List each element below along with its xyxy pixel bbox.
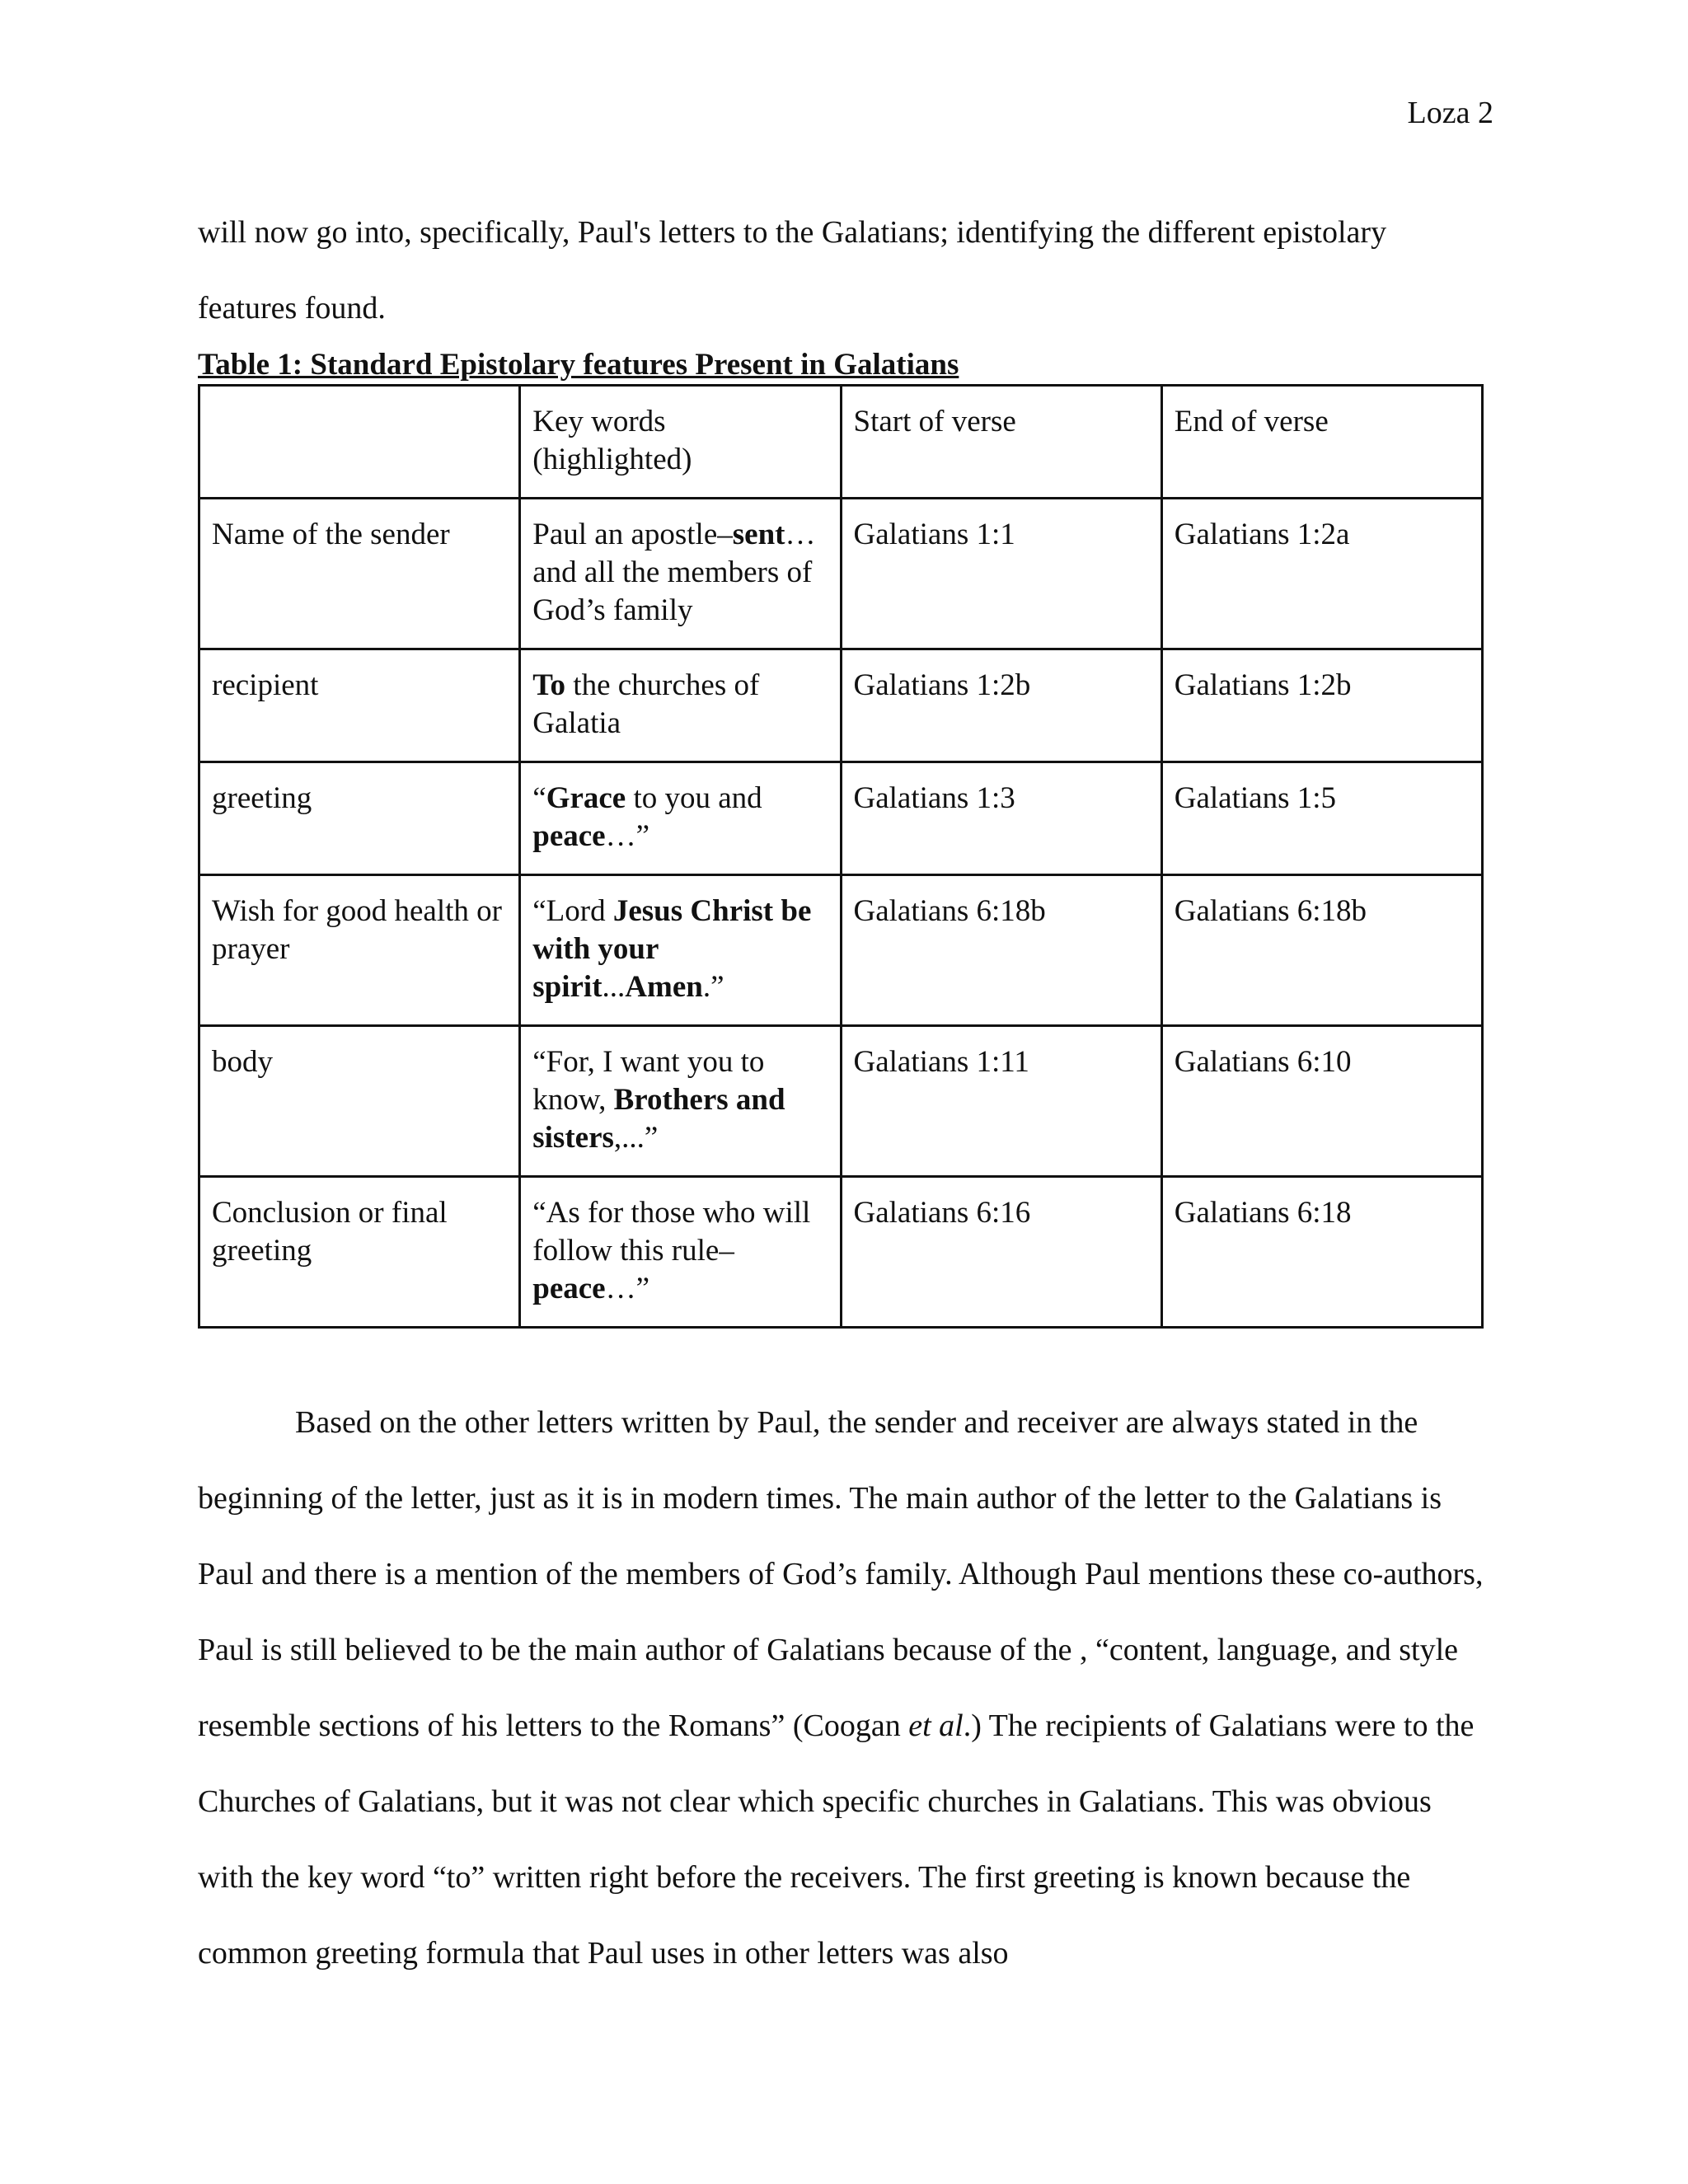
table-row: [199, 499, 1483, 649]
page-header: Loza 2: [1407, 96, 1493, 130]
feature-cell: Conclusion or final greeting: [199, 1177, 520, 1328]
intro-line-1: will now go into, specifically, Paul's letters to the Galatians; identifying the different epistolary: [198, 215, 1387, 250]
header-cell-feature: [199, 386, 520, 499]
start-verse-cell: Galatians 6:16: [841, 1177, 1161, 1328]
end-verse-cell: Galatians 6:18b: [1161, 875, 1482, 1026]
table-row: [199, 875, 1483, 1026]
feature-cell: Name of the sender: [199, 499, 520, 649]
header-cell-start: Start of verse: [841, 386, 1161, 499]
feature-cell: recipient: [199, 649, 520, 762]
start-verse-cell: Galatians 1:11: [841, 1026, 1161, 1177]
table-row: [199, 1177, 1483, 1328]
key-words-cell: Paul an apostle–sent… and all the members of God’s family: [520, 499, 841, 649]
key-words-cell: “Lord Jesus Christ be with your spirit...Amen.”: [520, 875, 841, 1026]
start-verse-cell: Galatians 1:1: [841, 499, 1161, 649]
end-verse-cell: Galatians 1:2a: [1161, 499, 1482, 649]
epistolary-features-table: [198, 384, 1484, 1329]
feature-cell: greeting: [199, 762, 520, 875]
body-paragraph: Based on the other letters written by Paul, the sender and receiver are always stated in the beginning of the letter, just as it is in modern times. The main author of the letter to the Galatians is Paul and there is a mention of the members of God’s family. Although Paul mentions these co-authors, Paul is still believed to be the main author of Galatians because of the , “content, language, and style resemble sections of his letters to the Romans” (Coogan et al.) The recipients of Galatians were to the Churches of Galatians, but it was not clear which specific churches in Galatians. This was obvious with the key word “to” written right before the receivers. The first greeting is known because the common greeting formula that Paul uses in other letters was also: [198, 1405, 1484, 1971]
table-header-row: [199, 386, 1483, 499]
table-row: [199, 762, 1483, 875]
italic-citation: et al: [908, 1708, 964, 1743]
end-verse-cell: Galatians 1:5: [1161, 762, 1482, 875]
header-cell-key-words: Key words (highlighted): [520, 386, 841, 499]
end-verse-cell: Galatians 1:2b: [1161, 649, 1482, 762]
start-verse-cell: Galatians 1:2b: [841, 649, 1161, 762]
key-words-cell: “Grace to you and peace…”: [520, 762, 841, 875]
intro-line-2: features found.: [198, 291, 386, 326]
key-words-cell: “For, I want you to know, Brothers and sisters,...”: [520, 1026, 841, 1177]
end-verse-cell: Galatians 6:18: [1161, 1177, 1482, 1328]
start-verse-cell: Galatians 6:18b: [841, 875, 1161, 1026]
start-verse-cell: Galatians 1:3: [841, 762, 1161, 875]
intro-paragraph: [198, 194, 1490, 346]
feature-cell: body: [199, 1026, 520, 1177]
key-words-cell: To the churches of Galatia: [520, 649, 841, 762]
header-cell-end: End of verse: [1161, 386, 1482, 499]
table-row: [199, 649, 1483, 762]
table-row: [199, 1026, 1483, 1177]
key-words-cell: “As for those who will follow this rule–peace…”: [520, 1177, 841, 1328]
end-verse-cell: Galatians 6:10: [1161, 1026, 1482, 1177]
table-caption: Table 1: Standard Epistolary features Present in Galatians: [198, 348, 959, 382]
feature-cell: Wish for good health or prayer: [199, 875, 520, 1026]
